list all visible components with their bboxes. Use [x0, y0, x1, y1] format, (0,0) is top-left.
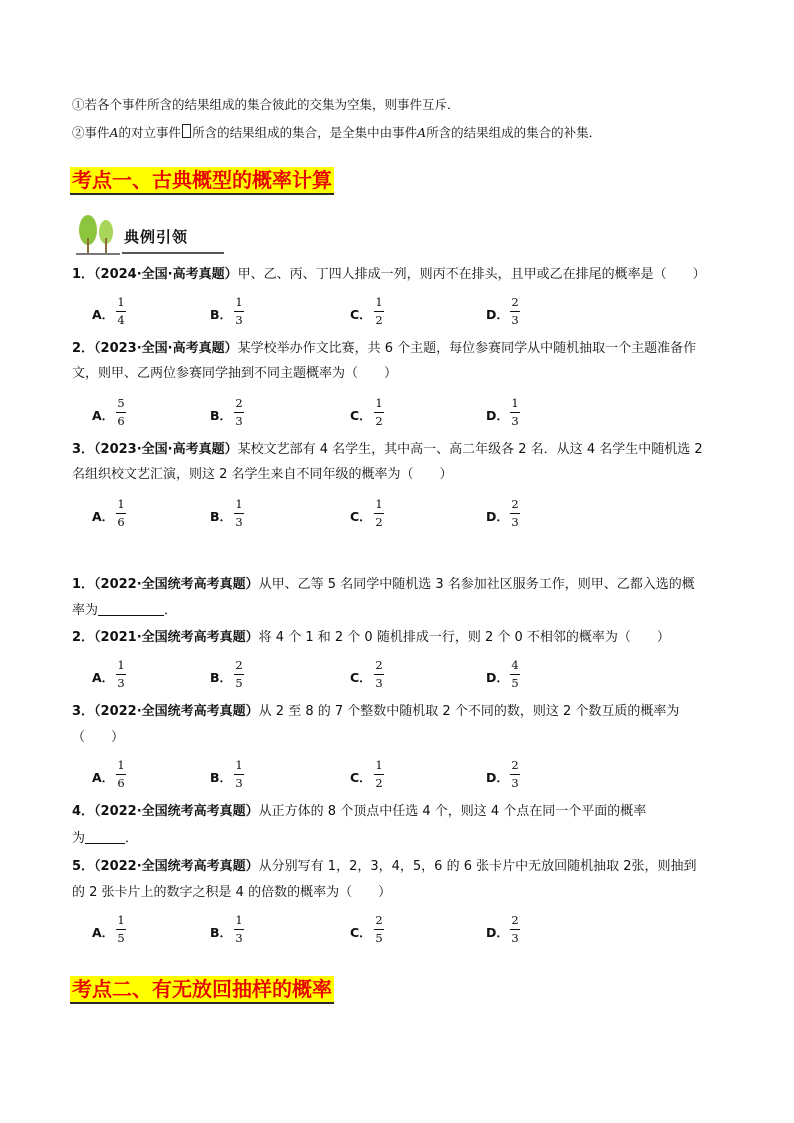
fraction-bar	[374, 929, 384, 930]
fraction-bar	[374, 513, 384, 514]
fraction	[234, 658, 244, 691]
option-label: D．	[486, 509, 509, 524]
numerator: 1	[511, 396, 519, 410]
fraction	[374, 658, 384, 691]
note-line-1: ①若各个事件所含的结果组成的集合彼此的交集为空集，则事件互斥．	[72, 97, 460, 112]
note-2-part-a: ②事件	[72, 125, 110, 140]
fraction	[510, 913, 520, 946]
numerator: 2	[235, 396, 243, 410]
question-text: 从 2 至 8 的 7 个整数中随机取 2 个不同的数，则这 2 个数互质的概率为	[258, 704, 680, 719]
fraction	[116, 913, 126, 946]
fraction	[374, 758, 384, 791]
exercise-1-line-2	[72, 599, 177, 623]
fraction-bar	[234, 513, 244, 514]
option-label: C．	[350, 307, 372, 322]
question-number: 3．	[72, 704, 95, 719]
question-source: （2022·全国统考高考真题）	[94, 577, 259, 592]
tree-icon	[74, 212, 122, 256]
denominator: 2	[375, 414, 383, 428]
denominator: 6	[117, 776, 125, 790]
numerator: 2	[511, 758, 519, 772]
numerator: 2	[511, 497, 519, 511]
denominator: 3	[511, 414, 519, 428]
question-text: 甲、乙、丙、丁四人排成一列，则丙不在排头，且甲或乙在排尾的概率是（ ）	[237, 267, 706, 282]
denominator: 3	[235, 931, 243, 945]
question-text: 从正方体的 8 个顶点中任选 4 个，则这 4 个点在同一个平面的概率	[258, 804, 647, 819]
question-2-line-2: 文，则甲、乙两位参赛同学抽到不同主题概率为（ ）	[72, 366, 398, 381]
option-label: B．	[210, 408, 233, 423]
fraction	[234, 396, 244, 429]
exercise-4-line-2	[72, 827, 138, 851]
numerator: 1	[117, 913, 125, 927]
fraction	[116, 758, 126, 791]
fraction-bar	[510, 513, 520, 514]
option-label: B．	[210, 670, 233, 685]
denominator: 3	[235, 414, 243, 428]
fraction	[374, 295, 384, 328]
numerator: 1	[117, 295, 125, 309]
denominator: 4	[117, 313, 125, 327]
denominator: 3	[235, 776, 243, 790]
question-1	[72, 263, 706, 287]
numerator: 1	[117, 658, 125, 672]
denominator: 5	[235, 676, 243, 690]
denominator: 3	[117, 676, 125, 690]
numerator: 1	[235, 913, 243, 927]
fraction	[116, 295, 126, 328]
fraction-bar	[116, 311, 126, 312]
note-2-part-d: 所含的结果组成的集合的补集．	[426, 125, 602, 140]
denominator: 5	[511, 676, 519, 690]
fraction	[374, 396, 384, 429]
fraction	[374, 497, 384, 530]
denominator: 3	[511, 313, 519, 327]
note-line-2	[72, 123, 601, 141]
option-label: A．	[92, 670, 115, 685]
question-text: 某校文艺部有 4 名学生，其中高一、高二年级各 2 名．从这 4 名学生中随机选 2	[237, 442, 703, 457]
answer-blank[interactable]	[98, 601, 164, 616]
banner-title: 典例引领	[124, 228, 189, 246]
denominator: 6	[117, 414, 125, 428]
fraction-bar	[116, 929, 126, 930]
option-label: A．	[92, 307, 115, 322]
option-label: B．	[210, 307, 233, 322]
fraction-bar	[234, 774, 244, 775]
period: ．	[164, 603, 178, 618]
fraction	[510, 658, 520, 691]
question-text: 为	[72, 831, 86, 846]
fraction-bar	[374, 412, 384, 413]
question-source: （2021·全国统考高考真题）	[94, 630, 259, 645]
fraction	[116, 497, 126, 530]
denominator: 3	[375, 676, 383, 690]
fraction-bar	[374, 774, 384, 775]
fraction	[510, 758, 520, 791]
numerator: 1	[375, 497, 383, 511]
option-label: D．	[486, 925, 509, 940]
numerator: 1	[375, 758, 383, 772]
fraction-bar	[510, 412, 520, 413]
numerator: 1	[117, 497, 125, 511]
option-label: C．	[350, 925, 372, 940]
numerator: 1	[235, 497, 243, 511]
fraction-bar	[234, 929, 244, 930]
option-label: A．	[92, 408, 115, 423]
fraction-bar	[374, 311, 384, 312]
option-label: C．	[350, 509, 372, 524]
banner-underline	[122, 252, 224, 254]
option-label: C．	[350, 408, 372, 423]
option-label: A．	[92, 509, 115, 524]
option-label: A．	[92, 925, 115, 940]
fraction	[116, 658, 126, 691]
fraction	[510, 497, 520, 530]
question-number: 1．	[72, 267, 95, 282]
question-text: 某学校举办作文比赛，共 6 个主题，每位参赛同学从中随机抽取一个主题准备作	[237, 341, 697, 356]
complement-event-symbol	[182, 124, 191, 138]
numerator: 1	[235, 295, 243, 309]
exercise-4	[72, 800, 646, 824]
numerator: 2	[375, 658, 383, 672]
fraction-bar	[116, 412, 126, 413]
fraction-bar	[234, 412, 244, 413]
fraction-bar	[510, 929, 520, 930]
answer-blank[interactable]	[85, 829, 125, 844]
denominator: 5	[117, 931, 125, 945]
question-number: 2．	[72, 341, 95, 356]
numerator: 1	[375, 295, 383, 309]
question-source: （2022·全国统考高考真题）	[94, 859, 259, 874]
question-text: 从甲、乙等 5 名同学中随机选 3 名参加社区服务工作，则甲、乙都入选的概	[258, 577, 695, 592]
fraction-bar	[510, 674, 520, 675]
option-label: B．	[210, 509, 233, 524]
question-number: 2．	[72, 630, 95, 645]
numerator: 1	[235, 758, 243, 772]
exercise-3	[72, 700, 679, 724]
fraction	[234, 295, 244, 328]
numerator: 1	[375, 396, 383, 410]
fraction	[234, 497, 244, 530]
option-label: D．	[486, 408, 509, 423]
numerator: 2	[511, 913, 519, 927]
denominator: 2	[375, 515, 383, 529]
question-number: 5．	[72, 859, 95, 874]
question-source: （2022·全国统考高考真题）	[94, 704, 259, 719]
question-3	[72, 438, 703, 462]
numerator: 2	[375, 913, 383, 927]
section-heading-1: 考点一、古典概型的概率计算	[70, 167, 334, 195]
fraction-bar	[234, 311, 244, 312]
fraction-bar	[116, 774, 126, 775]
question-source: （2023·全国·高考真题）	[94, 341, 238, 356]
section-heading-2: 考点二、有无放回抽样的概率	[70, 976, 334, 1004]
option-label: C．	[350, 670, 372, 685]
fraction	[510, 396, 520, 429]
note-2-part-b: 的对立事件	[118, 125, 182, 140]
example-banner	[74, 212, 224, 256]
exercise-5-line-2: 的 2 张卡片上的数字之积是 4 的倍数的概率为（ ）	[72, 885, 392, 900]
fraction	[116, 396, 126, 429]
option-label: D．	[486, 670, 509, 685]
denominator: 2	[375, 776, 383, 790]
question-number: 4．	[72, 804, 95, 819]
exercise-2	[72, 626, 670, 650]
fraction	[234, 913, 244, 946]
fraction-bar	[510, 774, 520, 775]
numerator: 5	[117, 396, 125, 410]
question-number: 1．	[72, 577, 95, 592]
option-label: A．	[92, 770, 115, 785]
event-a-symbol: A	[109, 125, 119, 140]
question-source: （2024·全国·高考真题）	[94, 267, 238, 282]
denominator: 6	[117, 515, 125, 529]
numerator: 4	[511, 658, 519, 672]
note-2-part-c: 所含的结果组成的集合，是全集中由事件	[192, 125, 418, 140]
denominator: 3	[511, 776, 519, 790]
option-label: D．	[486, 770, 509, 785]
exercise-1	[72, 573, 695, 597]
option-label: B．	[210, 925, 233, 940]
question-text: 率为	[72, 603, 99, 618]
denominator: 3	[235, 515, 243, 529]
denominator: 3	[511, 515, 519, 529]
denominator: 5	[375, 931, 383, 945]
question-source: （2022·全国统考高考真题）	[94, 804, 259, 819]
question-text: 将 4 个 1 和 2 个 0 随机排成一行，则 2 个 0 不相邻的概率为（ ）	[258, 630, 670, 645]
fraction-bar	[374, 674, 384, 675]
fraction-bar	[116, 674, 126, 675]
fraction-bar	[116, 513, 126, 514]
question-text: 从分别写有 1，2，3，4，5，6 的 6 张卡片中无放回随机抽取 2张，则抽到	[258, 859, 697, 874]
question-source: （2023·全国·高考真题）	[94, 442, 238, 457]
option-label: C．	[350, 770, 372, 785]
exercise-5	[72, 855, 697, 879]
event-a-symbol-2: A	[417, 125, 427, 140]
fraction-bar	[510, 311, 520, 312]
period: ．	[125, 831, 139, 846]
numerator: 2	[511, 295, 519, 309]
option-label: D．	[486, 307, 509, 322]
denominator: 3	[511, 931, 519, 945]
fraction-bar	[234, 674, 244, 675]
fraction	[374, 913, 384, 946]
question-3-line-2: 名组织校文艺汇演，则这 2 名学生来自不同年级的概率为（ ）	[72, 467, 453, 482]
question-2	[72, 337, 696, 361]
exercise-3-line-2: （ ）	[72, 730, 125, 745]
option-label: B．	[210, 770, 233, 785]
question-number: 3．	[72, 442, 95, 457]
fraction	[510, 295, 520, 328]
fraction	[234, 758, 244, 791]
denominator: 3	[235, 313, 243, 327]
numerator: 2	[235, 658, 243, 672]
denominator: 2	[375, 313, 383, 327]
numerator: 1	[117, 758, 125, 772]
